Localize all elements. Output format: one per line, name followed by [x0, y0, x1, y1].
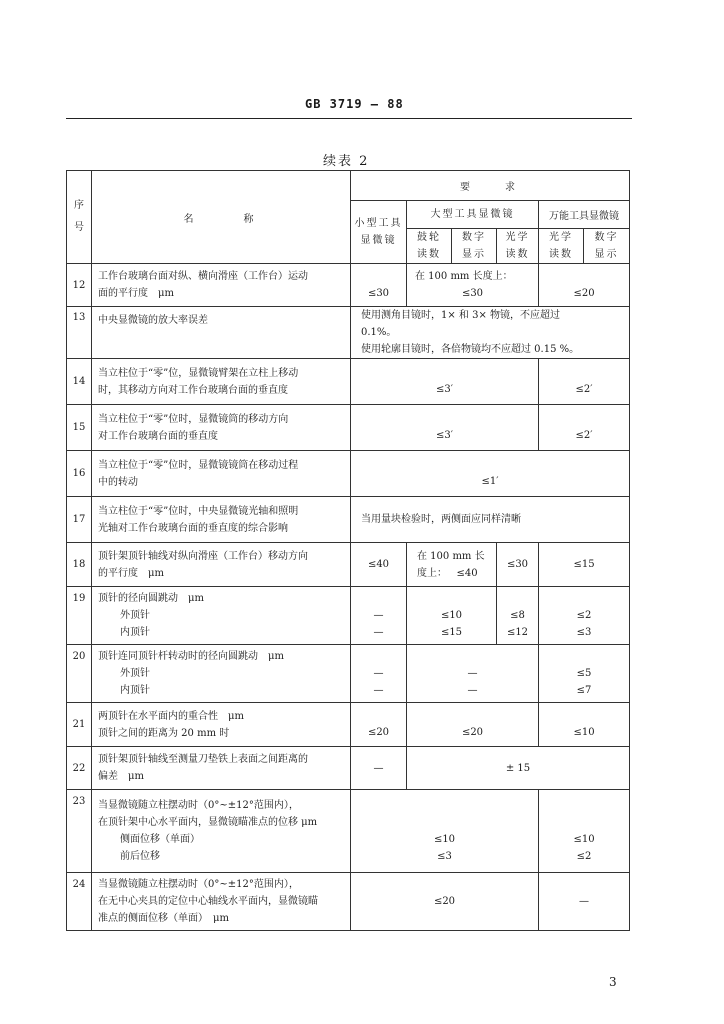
item-name: 顶针的径向圆跳动 μm 外顶针 内顶针 — [92, 587, 351, 645]
value-optical: ≤30 — [497, 543, 539, 587]
value-all: ≤1′ — [351, 451, 630, 497]
value-small-large: ≤10 ≤3 — [351, 790, 539, 873]
value-small-large: ≤20 — [351, 873, 539, 931]
header-rule — [66, 118, 632, 119]
table-row — [67, 873, 630, 931]
header-name: 名 称 — [92, 171, 351, 264]
value-large: — — — [407, 645, 539, 703]
value-optical: ≤8 ≤12 — [497, 587, 539, 645]
value-universal: ≤2′ — [539, 405, 630, 451]
row-number: 12 — [67, 264, 92, 307]
item-name: 当显微镜随立柱摆动时（0°~±12°范围内）， 在无中心夹具的定位中心轴线水平面内，显微镜瞄 准点的侧面位移（单面） μm — [92, 873, 351, 931]
row-number: 14 — [67, 359, 92, 405]
value-large: ≤10 ≤15 — [407, 587, 497, 645]
standard-header: GB 3719 — 88 — [305, 97, 404, 111]
value-large: 在 100 mm 长 度上： ≤40 — [407, 543, 497, 587]
row-number: 18 — [67, 543, 92, 587]
header-universal-microscope: 万能工具显微镜 — [539, 201, 630, 229]
header-small-microscope: 小型工具显微镜 — [351, 201, 407, 264]
subheader-optical: 光学读数 — [497, 229, 539, 264]
table-row — [67, 451, 630, 497]
row-number: 22 — [67, 747, 92, 790]
value-universal: ≤2 ≤3 — [539, 587, 630, 645]
header-requirements: 要 求 — [351, 171, 630, 201]
row-number: 20 — [67, 645, 92, 703]
value-universal: ≤5 ≤7 — [539, 645, 630, 703]
value-universal: — — [539, 873, 630, 931]
item-name: 顶针架顶针轴线对纵向滑座（工作台）移动方向 的平行度 μm — [92, 543, 351, 587]
table-caption: 续表 2 — [323, 154, 370, 169]
row-number: 17 — [67, 497, 92, 543]
table-row — [67, 497, 630, 543]
item-name: 当立柱位于“零”位，显微镜臂架在立柱上移动 时，其移动方向对工作台玻璃台面的垂直度 — [92, 359, 351, 405]
row-number: 16 — [67, 451, 92, 497]
table-row — [67, 790, 630, 873]
subheader-digit: 数字显示 — [452, 229, 497, 264]
item-name: 顶针连同顶针杆转动时的径向圆跳动 μm 外顶针 内顶针 — [92, 645, 351, 703]
value-rest: ± 15 — [407, 747, 630, 790]
value-small: — — — [351, 587, 407, 645]
item-name: 当立柱位于“零”位时，中央显微镜光轴和照明 光轴对工作台玻璃台面的垂直度的综合影响 — [92, 497, 351, 543]
row-number: 23 — [67, 790, 92, 873]
table-row — [67, 587, 630, 645]
value-universal: ≤2′ — [539, 359, 630, 405]
header-large-microscope: 大型工具显微镜 — [407, 201, 539, 229]
item-name: 当显微镜随立柱摆动时（0°~±12°范围内）， 在顶针架中心水平面内，显微镜瞄准点的位移 μm 侧面位移（单面） 前后位移 — [92, 790, 351, 873]
table-row — [67, 264, 630, 307]
value-universal: ≤20 — [539, 264, 630, 307]
item-name: 中央显微镜的放大率误差 — [92, 307, 351, 359]
table-row — [67, 747, 630, 790]
table-row — [67, 645, 630, 703]
item-name: 顶针架顶针轴线至测量刀垫铁上表面之间距离的 偏差 μm — [92, 747, 351, 790]
value-small-large: ≤3′ — [351, 405, 539, 451]
value-universal: ≤10 ≤2 — [539, 790, 630, 873]
row-number: 24 — [67, 873, 92, 931]
value-small: ≤40 — [351, 543, 407, 587]
value-universal: ≤15 — [539, 543, 630, 587]
requirement-text: 使用测角目镜时，1× 和 3× 物镜，不应超过 0.1%。 使用轮廓目镜时，各倍物镜均不应超过 0.15 %。 — [351, 307, 630, 359]
subheader-drum: 鼓轮读数 — [407, 229, 452, 264]
row-number: 19 — [67, 587, 92, 645]
value-small: — — [351, 747, 407, 790]
value-small: ≤20 — [351, 703, 407, 747]
table-row — [67, 405, 630, 451]
value-large: 在 100 mm 长度上： ≤30 — [407, 264, 539, 307]
table-row — [67, 307, 630, 359]
subheader-u-digit: 数字显示 — [584, 229, 630, 264]
value-small-large: ≤3′ — [351, 359, 539, 405]
item-name: 两顶针在水平面内的重合性 μm 顶针之间的距离为 20 mm 时 — [92, 703, 351, 747]
item-name: 当立柱位于“零”位时，显微镜镜筒在移动过程 中的转动 — [92, 451, 351, 497]
value-large: ≤20 — [407, 703, 539, 747]
item-name: 当立柱位于“零”位时，显微镜筒的移动方向 对工作台玻璃台面的垂直度 — [92, 405, 351, 451]
row-number: 21 — [67, 703, 92, 747]
value-small: ≤30 — [351, 264, 407, 307]
table-row — [67, 543, 630, 587]
table-row — [67, 359, 630, 405]
requirement-text: 当用量块检验时，两侧面应同样清晰 — [351, 497, 630, 543]
value-universal: ≤10 — [539, 703, 630, 747]
value-small: — — — [351, 645, 407, 703]
header-seq: 序号 — [67, 171, 92, 264]
row-number: 15 — [67, 405, 92, 451]
row-number: 13 — [67, 307, 92, 359]
table-row — [67, 703, 630, 747]
item-name: 工作台玻璃台面对纵、横向滑座（工作台）运动 面的平行度 μm — [92, 264, 351, 307]
subheader-u-optical: 光学读数 — [539, 229, 584, 264]
page-number: 3 — [609, 975, 617, 989]
spec-table — [66, 170, 630, 931]
